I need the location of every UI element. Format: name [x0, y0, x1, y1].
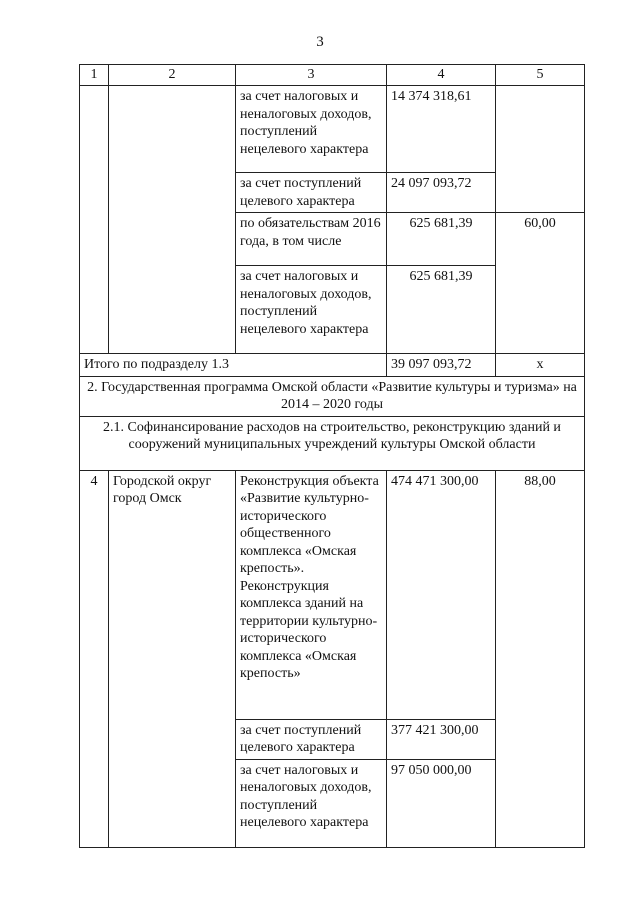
cell-amount: 14 374 318,61: [387, 86, 496, 173]
cell-description: за счет налоговых и неналоговых доходов, поступлений нецелевого характера: [236, 86, 387, 173]
table-row: [80, 470, 585, 719]
column-header-5: 5: [496, 65, 585, 86]
cell-description: по обязательствам 2016 года, в том числе: [236, 213, 387, 266]
subtotal-share: x: [496, 354, 585, 377]
cell-municipality: Городской округ город Омск: [109, 470, 236, 847]
column-header-2: 2: [109, 65, 236, 86]
subsection-title: 2.1. Софинансирование расходов на строительство, реконструкцию зданий и сооружений муниципальных учреждений культуры Омской области: [80, 416, 585, 470]
cell-share: 88,00: [496, 470, 585, 847]
subtotal-row: [80, 354, 585, 377]
subsection-row: [80, 416, 585, 470]
cell-description: за счет налоговых и неналоговых доходов, поступлений нецелевого характера: [236, 759, 387, 847]
cell-amount: 625 681,39: [387, 213, 496, 266]
cell-amount: 97 050 000,00: [387, 759, 496, 847]
cell-share: 60,00: [496, 213, 585, 354]
allocation-table: [79, 64, 585, 848]
cell-share-empty: [496, 86, 585, 213]
cell-amount: 24 097 093,72: [387, 173, 496, 213]
column-header-1: 1: [80, 65, 109, 86]
cell-row-number: 4: [80, 470, 109, 847]
cell-num-empty: [80, 86, 109, 354]
cell-amount: 625 681,39: [387, 266, 496, 354]
cell-description: за счет налоговых и неналоговых доходов, поступлений нецелевого характера: [236, 266, 387, 354]
cell-description: за счет поступлений целевого характера: [236, 173, 387, 213]
cell-amount: 474 471 300,00: [387, 470, 496, 719]
cell-description: Реконструкция объекта «Развитие культурно-исторического общественного комплекса «Омская крепость». Реконструкция комплекса зданий на территории культурно-исторического комплекса «Омская крепость»: [236, 470, 387, 719]
subtotal-label: Итого по подразделу 1.3: [80, 354, 387, 377]
subtotal-amount: 39 097 093,72: [387, 354, 496, 377]
section-row: [80, 376, 585, 416]
page-number: 3: [316, 34, 324, 50]
column-header-4: 4: [387, 65, 496, 86]
table-row: [80, 86, 585, 173]
cell-amount: 377 421 300,00: [387, 719, 496, 759]
table-header-row: [80, 65, 585, 86]
column-header-3: 3: [236, 65, 387, 86]
section-title: 2. Государственная программа Омской области «Развитие культуры и туризма» на 2014 – 2020 годы: [80, 376, 585, 416]
cell-municipality-empty: [109, 86, 236, 354]
cell-description: за счет поступлений целевого характера: [236, 719, 387, 759]
